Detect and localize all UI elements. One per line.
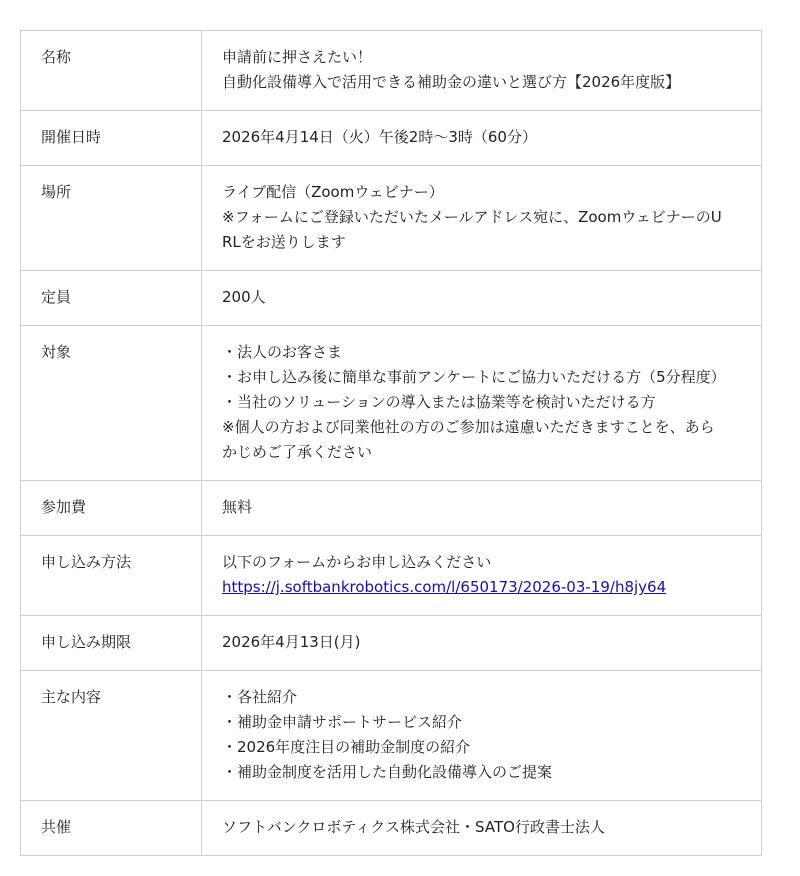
table-row xyxy=(21,536,762,616)
table-row xyxy=(21,31,762,111)
title-line: 申請前に押さえたい！ xyxy=(222,48,373,66)
content-line: ・補助金制度を活用した自動化設備導入のご提案 xyxy=(222,763,553,781)
row-label: 対象 xyxy=(21,326,202,481)
location-line: ライブ配信（Zoomウェビナー） xyxy=(222,183,444,201)
application-method-text: 以下のフォームからお申し込みください xyxy=(222,553,492,571)
table-row xyxy=(21,481,762,536)
row-value xyxy=(202,536,762,616)
row-label: 申し込み期限 xyxy=(21,616,202,671)
row-value xyxy=(202,616,762,671)
row-label: 参加費 xyxy=(21,481,202,536)
row-value xyxy=(202,801,762,856)
target-line: ・お申し込み後に簡単な事前アンケートにご協力いただける方（5分程度） xyxy=(222,368,726,386)
row-value xyxy=(202,481,762,536)
row-label: 場所 xyxy=(21,166,202,271)
content-line: ・2026年度注目の補助金制度の紹介 xyxy=(222,738,471,756)
registration-form-link[interactable]: https://j.softbankrobotics.com/l/650173/2026-03-19/h8jy64 xyxy=(222,578,667,596)
row-label: 主な内容 xyxy=(21,671,202,801)
title-line: 自動化設備導入で活用できる補助金の違いと選び方【2026年度版】 xyxy=(222,73,681,91)
location-line: RLをお送りします xyxy=(222,233,346,251)
row-value xyxy=(202,271,762,326)
deadline-text: 2026年4月13日(月) xyxy=(222,633,361,651)
row-value xyxy=(202,31,762,111)
table-row xyxy=(21,111,762,166)
content-line: ・各社紹介 xyxy=(222,688,298,706)
table-row xyxy=(21,616,762,671)
content-line: ・補助金申請サポートサービス紹介 xyxy=(222,713,463,731)
table-row xyxy=(21,271,762,326)
row-value xyxy=(202,111,762,166)
capacity-text: 200人 xyxy=(222,288,266,306)
table-row xyxy=(21,166,762,271)
target-line: かじめご了承ください xyxy=(222,443,373,461)
event-info-table xyxy=(20,30,762,856)
row-value xyxy=(202,671,762,801)
row-label: 名称 xyxy=(21,31,202,111)
cohost-text: ソフトバンクロボティクス株式会社・SATO行政書士法人 xyxy=(222,818,605,836)
table-row xyxy=(21,801,762,856)
table-row xyxy=(21,326,762,481)
target-line: ※個人の方および同業他社の方のご参加は遠慮いただきますことを、あら xyxy=(222,418,715,436)
row-value xyxy=(202,166,762,271)
row-label: 申し込み方法 xyxy=(21,536,202,616)
fee-text: 無料 xyxy=(222,498,253,516)
row-label: 開催日時 xyxy=(21,111,202,166)
location-line: ※フォームにご登録いただいたメールアドレス宛に、ZoomウェビナーのU xyxy=(222,208,722,226)
row-label: 定員 xyxy=(21,271,202,326)
row-label: 共催 xyxy=(21,801,202,856)
row-value xyxy=(202,326,762,481)
target-line: ・法人のお客さま xyxy=(222,343,343,361)
table-row xyxy=(21,671,762,801)
target-line: ・当社のソリューションの導入または協業等を検討いただける方 xyxy=(222,393,656,411)
datetime-text: 2026年4月14日（火）午後2時～3時（60分） xyxy=(222,128,537,146)
